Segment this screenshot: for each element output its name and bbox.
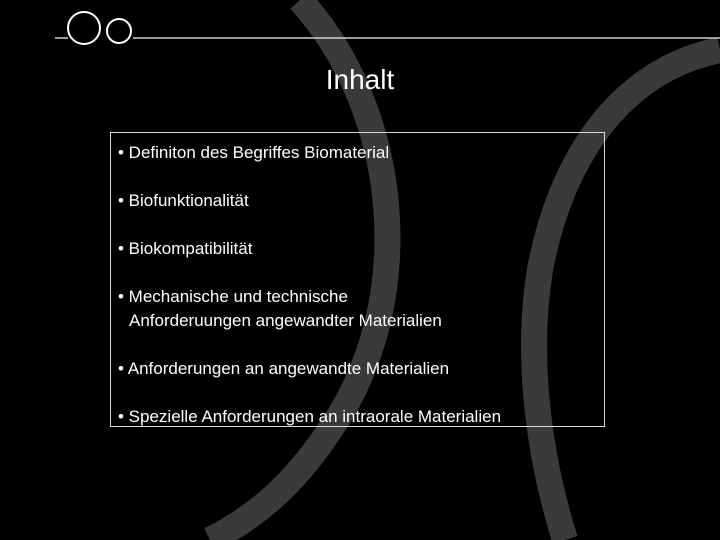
header-circle-small-icon [107,19,131,43]
bullet-item [118,285,598,333]
bullet-item [118,189,598,213]
bullet-text: • Biokompatibilität [118,239,253,258]
bullet-text: • Anforderungen an angewandte Materialien [118,359,450,378]
header-circle-large-icon [68,12,100,44]
content-box [110,132,605,427]
bullet-item [118,141,598,165]
bullet-item [118,357,598,381]
bullet-text: • Spezielle Anforderungen an intraorale Materialien [118,407,502,426]
bullet-text-continuation: Anforderuungen angewandter Materialien [129,311,442,330]
bullet-item [118,405,598,429]
bullet-text: • Definiton des Begriffes Biomaterial [118,143,390,162]
bullet-item [118,237,598,261]
bullet-text: • Mechanische und technische [118,287,348,306]
bullet-text: • Biofunktionalität [118,191,249,210]
slide-title: Inhalt [325,64,395,95]
